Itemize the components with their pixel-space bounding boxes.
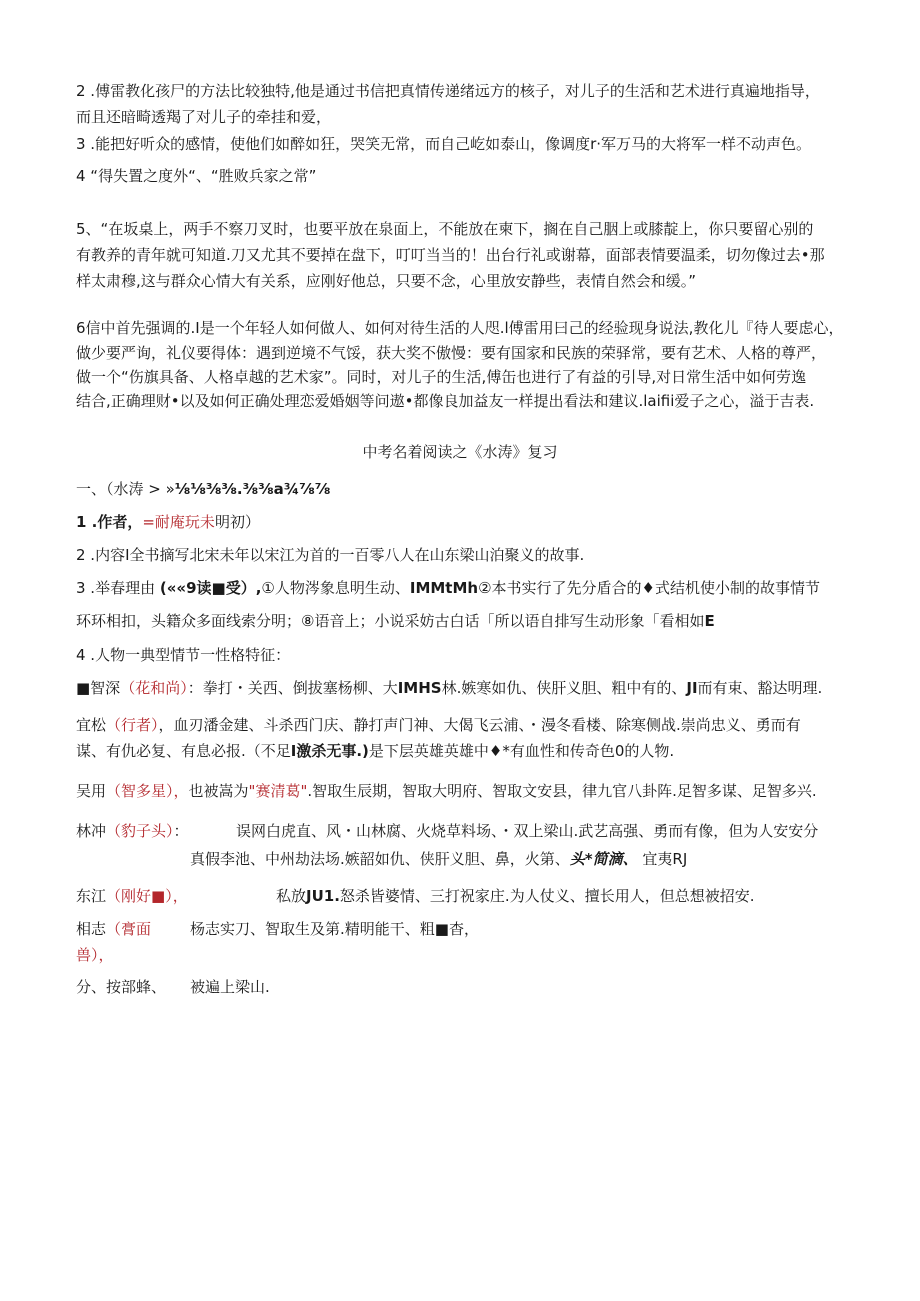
char-name: 相志 — [76, 920, 107, 938]
char-text-b: .智取生辰期，智取大明府、智取文安县，律九官八卦阵.足智多谋、足智多兴. — [307, 782, 817, 800]
char-wusong-line2 — [76, 741, 674, 761]
char-name: ■智深 — [76, 679, 121, 697]
item2-line1: 2 .傅雷教化孩尸的方法比较独特,他是通过书信把真情传递绪远方的核子，对儿子的生活和艺术进行真遍地指导， — [76, 82, 820, 100]
char-text-a: 谋、有仇必复、有息必报.（不足 — [76, 742, 291, 760]
char-wuyong — [76, 781, 817, 801]
char-text-b: 怒杀皆婆情、三打祝家庄.为人仗义、擅长用人，但总想被招安. — [339, 887, 755, 905]
char-yangzhi-label — [76, 919, 151, 939]
char-nickname: （膏面 — [106, 920, 152, 938]
char-text-c: 是下层英雄英雄中♦*有血性和传奇色0的人物. — [368, 742, 675, 760]
q1-author — [76, 512, 260, 532]
char-songjiang-label — [76, 886, 188, 906]
final-line-b: 被遍上梁山. — [190, 978, 270, 996]
char-text-a: 私放 — [276, 887, 307, 905]
q4-heading: 4 .人物一典型情节一性格特征： — [76, 646, 291, 664]
item6-line1: 6信中首先强调的.I是一个年轻人如何做人、如何对待生活的人咫.l傅雷用曰己的经验现身说法,教化儿『待人要虑心， — [76, 319, 844, 337]
heading-garbled: ⅛⅛⅜⅜.⅜⅜a¾⅞⅞ — [174, 480, 331, 498]
char-text-a: 也被嵩为 — [188, 782, 249, 800]
char-text-b: 林.嫉寒如仇、侠肝义胆、粗中有的、 — [441, 679, 687, 697]
char-nickname: （刚好■）， — [106, 887, 188, 905]
q1-tail: 明初） — [214, 513, 260, 531]
final-line-a: 分、按部蜂、 — [76, 978, 167, 996]
char-linchong-line2 — [190, 849, 687, 869]
q1-label: 1 .作者， — [76, 513, 143, 531]
char-name: 宜松 — [76, 716, 107, 734]
char-songjiang-text — [276, 886, 754, 906]
item6-line2: 做少要严询，礼仪要得体：遇到逆境不气馁，获大奖不傲慢：要有国家和民族的荣驿常，要有艺术、人格的尊严， — [76, 344, 827, 362]
char-text-a: ：拳打・关西、倒拔塞杨柳、大 — [187, 679, 398, 697]
item5-line3: 样太肃穆,这与群众心情大有关系，应刚好他总，只要不念，心里放安静些，表情自然会和缓。” — [76, 272, 697, 290]
char-yangzhi-text: 杨志实刀、智取生及第.精明能干、粗■杳， — [190, 920, 479, 938]
char-nickname-2: "赛清葛" — [248, 782, 308, 800]
item3: 3 .能把好听众的感情，使他们如醉如狂，哭笑无常，而自己屹如泰山，像调度r·军万马的大将军一样不动声色。 — [76, 135, 812, 153]
q3-point1: ①人物涔象息明生动、 — [261, 579, 410, 597]
char-name: 东江 — [76, 887, 107, 905]
char-wusong-line1 — [76, 715, 801, 735]
char-text-c: 宜夷RJ — [642, 850, 688, 868]
char-text-bold: I激杀无事.) — [290, 742, 369, 760]
char-garbled-2: JI — [686, 679, 698, 697]
char-yangzhi-nickname-end: 兽）， — [76, 946, 114, 964]
q3-line2 — [76, 611, 715, 631]
char-text: ，血刃潘金建、斗杀西门庆、静打声门神、大偈飞云浦、・漫冬看楼、除寒侧战.崇尚忠义、勇而有 — [158, 716, 801, 734]
char-text-c: 而有束、豁达明理. — [697, 679, 823, 697]
char-name: 林冲 — [76, 822, 107, 840]
char-text-bold: 头*简滴、 — [569, 850, 638, 868]
char-name: 吴用 — [76, 782, 107, 800]
q3-paren: (««9读■受）, — [159, 579, 262, 597]
q3-line1 — [76, 578, 820, 598]
char-colon: ： — [173, 822, 189, 840]
q3-point2: ②本书实行了先分盾合的♦式结机使小制的故事情节 — [478, 579, 820, 597]
item5-line1: 5、“在坂桌上，两手不察刀叉时，也要平放在泉面上，不能放在柬下，搁在自己胭上或膝靛上，你只要留心别的 — [76, 220, 814, 238]
q3-garbled: IMMtMh — [409, 579, 479, 597]
q3-line2-end: E — [704, 612, 715, 630]
char-luzhishen — [76, 678, 822, 698]
section-title: 中考名着阅读之《水涛》复习 — [362, 443, 558, 461]
item4: 4 “得失置之度外“、“胜败兵家之常” — [76, 167, 317, 185]
char-nickname: （智多星）， — [106, 782, 189, 800]
heading-prefix: 一、（水涛 > » — [76, 480, 175, 498]
char-nickname: （豹子头） — [106, 822, 174, 840]
char-linchong-label — [76, 821, 189, 841]
char-garbled: JU1. — [306, 887, 340, 905]
q3-label: 3 .举春理由 — [76, 579, 156, 597]
char-linchong-line1: 误网白虎直、风・山林腐、火烧草料场、・双上梁山.武艺高强、勇而有像，但为人安安分 — [236, 822, 819, 840]
item5-line2: 有教养的青年就可知道.刀又尤其不要掉在盘下，叮叮当当的！出台行礼或谢幕，面部表情要温柔，切勿像过去•那 — [76, 246, 825, 264]
section-heading — [76, 479, 330, 499]
char-garbled-1: IMHS — [397, 679, 442, 697]
char-text-a: 真假李池、中州劫法场.嫉韶如仇、侠肝义胆、鼻，火第、 — [190, 850, 570, 868]
char-nickname: （花和尚） — [120, 679, 188, 697]
item6-line4: 结合,正确理财•以及如何正确处理恋爱婚姻等问遨•都像良加益友一样提出看法和建议.laifii爱子之心，溢于吉表. — [76, 392, 815, 410]
q2-content: 2 .内容I全书摘写北宋未年以宋江为首的一百零八人在山东梁山泊聚义的故事. — [76, 546, 585, 564]
item2-line2: 而且还暗畸透羯了对儿子的牵挂和爱， — [76, 108, 332, 126]
char-nickname: （行者） — [106, 716, 159, 734]
item6-line3: 做一个“伤旗具备、人格卓越的艺术家”。同时，对儿子的生活,傅缶也进行了有益的引导,对日常生活中如何劳逸 — [76, 368, 807, 386]
q1-author-name: =耐庵玩未 — [142, 513, 215, 531]
q3-line2-text: 环环相扣，头籍众多面线索分明；⑧语音上；小说采妨古白话「所以语自排写生动形象「看相如 — [76, 612, 705, 630]
